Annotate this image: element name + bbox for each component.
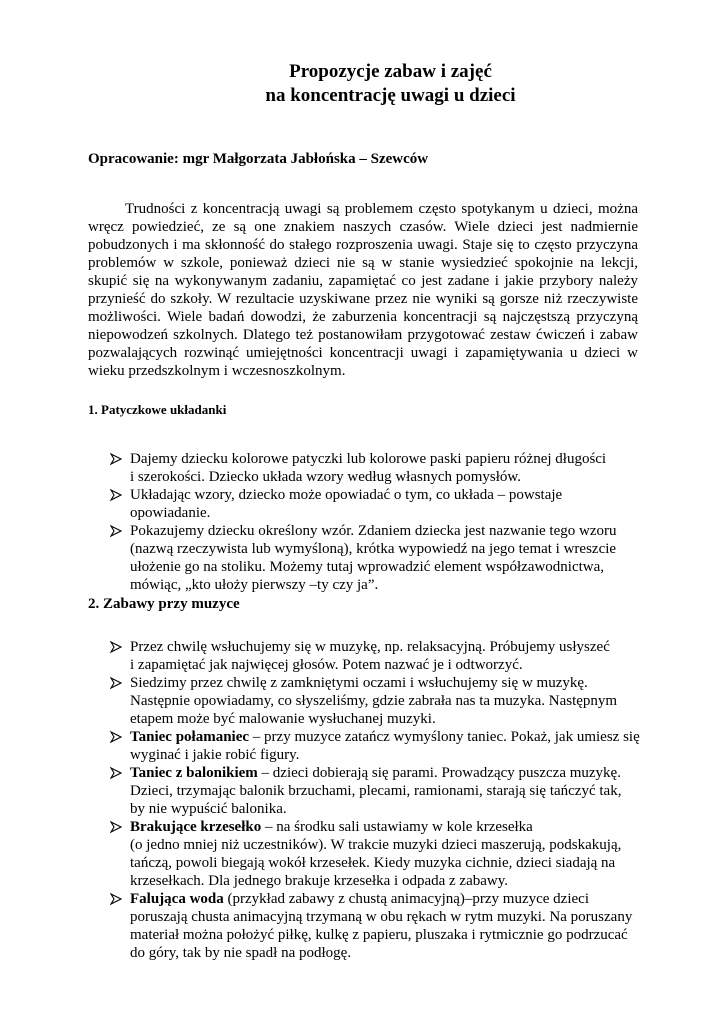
arrowhead-bullet-icon <box>110 638 124 656</box>
document-title-line-1: Propozycje zabaw i zajęć <box>289 61 492 82</box>
arrowhead-bullet-icon <box>110 764 124 782</box>
section1-list-item <box>110 486 640 522</box>
section-1-list <box>110 450 640 594</box>
section2-list-item <box>110 764 640 818</box>
section2-list-item <box>110 818 640 890</box>
list-item-text: – na środku sali ustawiamy w kole krzesełka (o jedno mniej niż uczestników). W trakcie muzyki dzieci maszerują, podskakują, tańczą, powoli biegają wokół krzesełek. Kiedy muzyka cichnie, dzieci siadają na krzesełkach. Dla jednego brakuje krzesełka i odpada z zabawy. <box>130 819 622 889</box>
list-item-bold-title: Falująca woda <box>130 891 224 907</box>
document-title-line-2: na koncentrację uwagi u dzieci <box>265 85 516 106</box>
arrowhead-bullet-icon <box>110 728 124 746</box>
section2-list-item <box>110 728 640 764</box>
arrowhead-bullet-icon <box>110 674 124 692</box>
section2-list-item <box>110 890 640 962</box>
section2-list-item <box>110 638 640 674</box>
list-item-text: Pokazujemy dziecku określony wzór. Zdaniem dziecka jest nazwanie tego wzoru (nazwą rzeczywista lub wymyśloną), krótka wypowiedź na jego temat i wreszcie ułożenie go na stoliku. Możemy tutaj wprowadzić element współzawodnictwa, mówiąc, „kto ułoży pierwszy –ty czy ja”. <box>130 523 617 593</box>
section-2-heading: 2. Zabawy przy muzyce <box>88 596 240 612</box>
list-item-text: Siedzimy przez chwilę z zamkniętymi oczami i wsłuchujemy się w muzykę. Następnie opowiadamy, co słyszeliśmy, gdzie zabrała nas ta muzyka. Następnym etapem może być malowanie wysłuchanej muzyki. <box>130 675 618 727</box>
list-item-bold-title: Taniec połamaniec <box>130 729 250 745</box>
section1-list-item <box>110 522 640 594</box>
list-item-bold-title: Taniec z balonikiem <box>130 765 258 781</box>
intro-paragraph <box>88 200 638 380</box>
arrowhead-bullet-icon <box>110 522 124 540</box>
arrowhead-bullet-icon <box>110 890 124 908</box>
list-item-text: Przez chwilę wsłuchujemy się w muzykę, np. relaksacyjną. Próbujemy usłyszeć i zapamiętać jak najwięcej głosów. Potem nazwać je i odtworzyć. <box>130 639 610 673</box>
list-item-text: (przykład zabawy z chustą animacyjną)–przy muzyce dzieci poruszają chusta animacyjną trzymaną w obu rękach w rytm muzyki. Na poruszany materiał można położyć piłkę, kulkę z papieru, pluszaka i rytmicznie go podrzucać do góry, tak by nie spadł na podłogę. <box>130 891 633 961</box>
list-item-text: – przy muzyce zatańcz wymyślony taniec. Pokaż, jak umiesz się wyginać i jakie robić figury. <box>130 729 640 763</box>
arrowhead-bullet-icon <box>110 450 124 468</box>
arrowhead-bullet-icon <box>110 818 124 836</box>
intro-text: Trudności z koncentracją uwagi są problemem często spotykanym u dzieci, można wręcz powiedzieć, ze są one znakiem naszych czasów. Wiele dzieci jest nadmiernie pobudzonych i ma skłonność do stałego rozproszenia uwagi. Staje się to często przyczyna problemów w szkole, ponieważ dzieci nie są w stanie wysiedzieć spokojnie na lekcji, skupić się na wykonywanym zadaniu, zapamiętać co jest zadane i jakie przybory należy przynieść do szkoły. W rezultacie uzyskiwane przez nie wyniki są gorsze niż rzeczywiste możliwości. Wiele badań dowodzi, że zaburzenia koncentracji są najczęstszą przyczyną niepowodzeń szkolnych. Dlatego też postanowiłam przygotować zestaw ćwiczeń i zabaw pozwalających rozwinąć umiejętności koncentracji uwagi i zapamiętywania u dzieci w wieku przedszkolnym i wczesnoszkolnym. <box>88 201 638 379</box>
section-2-list <box>110 638 640 962</box>
section1-list-item <box>110 450 640 486</box>
arrowhead-bullet-icon <box>110 486 124 504</box>
list-item-text: Dajemy dziecku kolorowe patyczki lub kolorowe paski papieru różnej długości i szerokości. Dziecko układa wzory według własnych pomysłów. <box>130 451 607 485</box>
section-1-heading: 1. Patyczkowe układanki <box>88 402 227 417</box>
list-item-bold-title: Brakujące krzesełko <box>130 819 262 835</box>
author-line: Opracowanie: mgr Małgorzata Jabłońska – Szewców <box>88 151 429 167</box>
section2-list-item <box>110 674 640 728</box>
list-item-text: – dzieci dobierają się parami. Prowadzący puszcza muzykę. Dzieci, trzymając balonik brzuchami, plecami, ramionami, starają się tańczyć tak, by nie wypuścić balonika. <box>130 765 622 817</box>
list-item-text: Układając wzory, dziecko może opowiadać o tym, co układa – powstaje opowiadanie. <box>130 487 563 521</box>
